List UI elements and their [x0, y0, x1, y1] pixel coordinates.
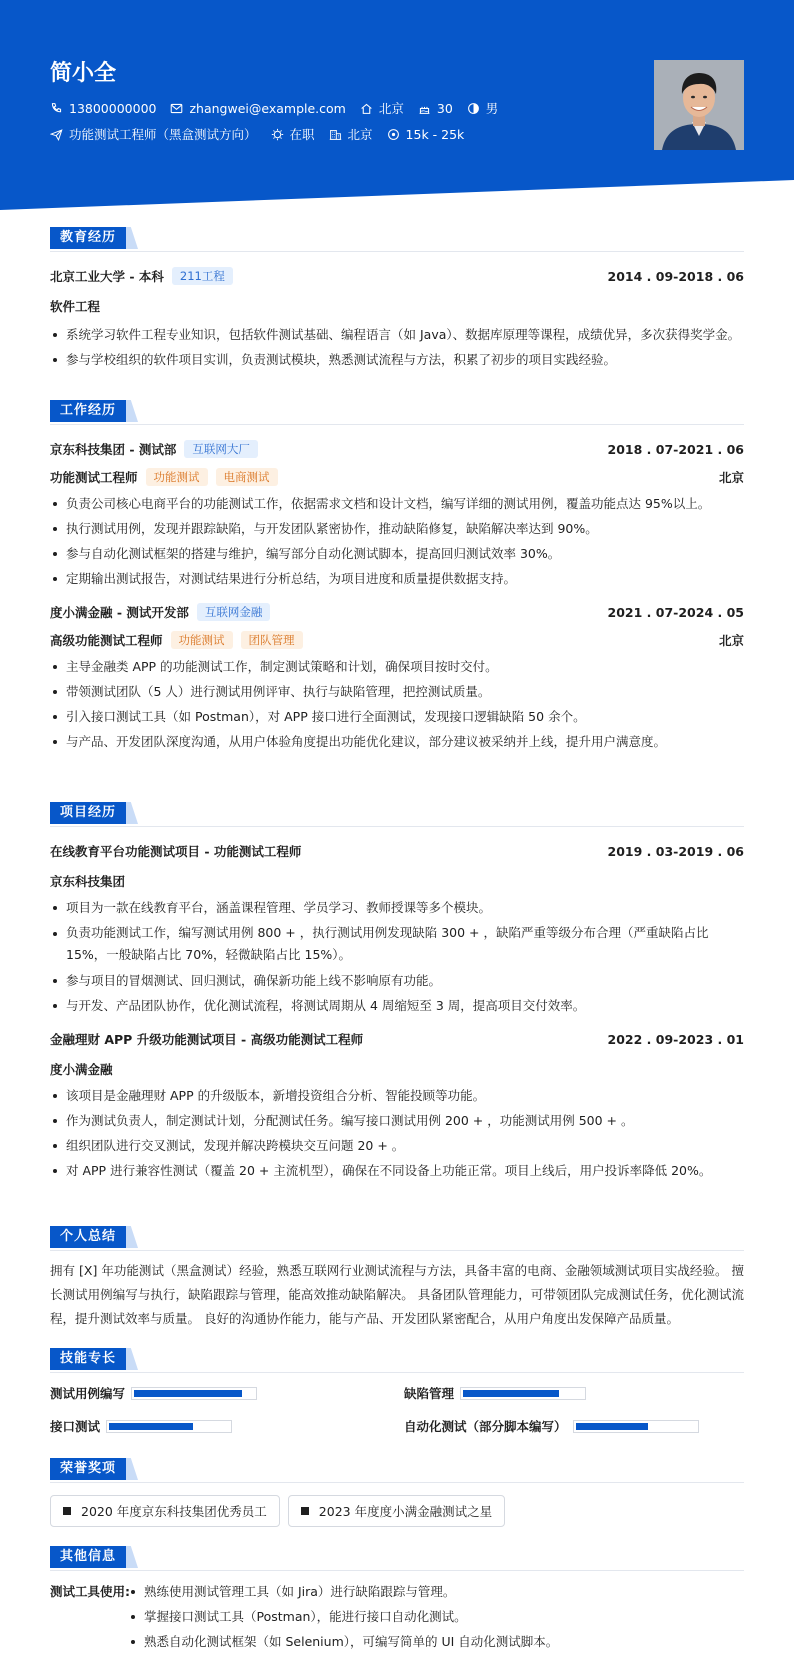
skill-bar [573, 1420, 699, 1433]
square-bullet-icon [63, 1507, 71, 1515]
company-name: 京东科技集团 - 测试部 [50, 442, 177, 457]
job-city: 北京 [718, 633, 744, 648]
project-date: 2022 . 09-2023 . 01 [607, 1031, 744, 1047]
gender: 男 [485, 101, 499, 116]
list-item: 参与自动化测试框架的搭建与维护，编写部分自动化测试脚本，提高回归测试效率 30%。 [50, 541, 744, 566]
job-date: 2018 . 07-2021 . 06 [607, 441, 744, 457]
cake-icon [418, 102, 431, 115]
list-item: 负责公司核心电商平台的功能测试工作，依据需求文档和设计文档，编写详细的测试用例，覆盖功能点达 95%以上。 [50, 491, 744, 516]
paper-plane-icon [50, 128, 63, 141]
list-item: 系统学习软件工程专业知识，包括软件测试基础、编程语言（如 Java）、数据库原理等课程，成绩优异，多次获得奖学金。 [50, 322, 744, 347]
job-intent-row [50, 125, 478, 143]
skill-item [404, 1384, 586, 1402]
role-row [50, 630, 744, 650]
job-role: 功能测试工程师 [50, 470, 138, 485]
project-bullets [50, 1083, 744, 1183]
role-tag: 功能测试 [146, 468, 208, 486]
list-item: 对 APP 进行兼容性测试（覆盖 20 + 主流机型），确保在不同设备上功能正常。项目上线后，用户投诉率降低 20%。 [50, 1158, 744, 1183]
summary-section [50, 1226, 744, 1331]
skill-bar [106, 1420, 232, 1433]
project-org-row [50, 871, 744, 891]
school-name: 北京工业大学 - 本科 [50, 269, 164, 284]
age-item [418, 101, 453, 116]
project-name: 金融理财 APP 升级功能测试项目 - 高级功能测试工程师 [50, 1032, 364, 1047]
section-title: 工作经历 [50, 400, 126, 422]
gender-item [467, 99, 499, 117]
education-date: 2014 . 09-2018 . 06 [607, 268, 744, 284]
list-item: 与开发、产品团队协作，优化测试流程，将测试周期从 4 周缩短至 3 周，提高项目交付效率。 [50, 993, 744, 1018]
project-date: 2019 . 03-2019 . 06 [607, 843, 744, 859]
skill-bar-fill [109, 1423, 193, 1430]
list-item: 执行测试用例，发现并跟踪缺陷，与开发团队紧密协作，推动缺陷修复，缺陷解决率达到 90%。 [50, 516, 744, 541]
home-icon [360, 102, 373, 115]
list-item: 掌握接口测试工具（Postman），能进行接口自动化测试。 [128, 1604, 744, 1629]
target-position: 功能测试工程师（黑盒测试方向） [69, 127, 257, 142]
skill-name: 缺陷管理 [404, 1386, 455, 1401]
section-title: 技能专长 [50, 1348, 126, 1370]
employment-status: 在职 [289, 127, 315, 142]
skill-item [50, 1417, 232, 1435]
status-icon [271, 128, 284, 141]
skill-bar [460, 1387, 586, 1400]
list-item: 项目为一款在线教育平台，涵盖课程管理、学员学习、教师授课等多个模块。 [50, 895, 744, 920]
award-item [288, 1495, 505, 1527]
project-org: 度小满金融 [50, 1062, 113, 1077]
job-city: 北京 [718, 470, 744, 485]
major: 软件工程 [50, 299, 101, 314]
salary-item [387, 127, 465, 142]
education-section [50, 227, 744, 372]
section-header [50, 1226, 744, 1251]
candidate-name: 简小全 [50, 61, 117, 86]
role-row [50, 467, 744, 487]
list-item: 熟悉自动化测试框架（如 Selenium），可编写简单的 UI 自动化测试脚本。 [128, 1629, 744, 1654]
job-bullets [50, 654, 744, 754]
skill-name: 接口测试 [50, 1419, 101, 1434]
school-tag: 211工程 [172, 267, 233, 285]
age: 30 [436, 100, 453, 116]
job-bullets [50, 491, 744, 591]
square-bullet-icon [301, 1507, 309, 1515]
job-date: 2021 . 07-2024 . 05 [607, 604, 744, 620]
awards-list [50, 1495, 744, 1527]
expected-salary: 15k - 25k [405, 126, 465, 142]
project-name: 在线教育平台功能测试项目 - 功能测试工程师 [50, 844, 302, 859]
company-tag: 互联网金融 [197, 603, 271, 621]
skill-name: 自动化测试（部分脚本编写） [404, 1419, 567, 1434]
coin-icon [387, 128, 400, 141]
education-header-row [50, 266, 744, 286]
award-label: 2023 年度度小满金融测试之星 [318, 1504, 493, 1519]
contact-row [50, 99, 512, 117]
skill-item [404, 1417, 699, 1435]
section-header [50, 1546, 744, 1571]
list-item: 该项目是金融理财 APP 的升级版本，新增投资组合分析、智能投顾等功能。 [50, 1083, 744, 1108]
role-tag: 电商测试 [216, 468, 278, 486]
phone-number: 13800000000 [69, 100, 157, 116]
skill-bar-fill [576, 1423, 648, 1430]
gender-icon [467, 102, 480, 115]
award-item [50, 1495, 280, 1527]
company-name: 度小满金融 - 测试开发部 [50, 605, 189, 620]
skill-bar [131, 1387, 257, 1400]
city-item [360, 99, 404, 117]
status-item [271, 125, 315, 143]
project-header-row [50, 841, 744, 861]
skill-bar-fill [463, 1390, 559, 1397]
skills-section [50, 1348, 744, 1449]
work-section [50, 400, 744, 754]
list-item: 参与项目的冒烟测试、回归测试，确保新功能上线不影响原有功能。 [50, 968, 744, 993]
section-title: 教育经历 [50, 227, 126, 249]
building-icon [329, 128, 342, 141]
project-header-row [50, 1029, 744, 1049]
skills-grid [50, 1379, 744, 1449]
email-item [170, 101, 345, 116]
phone-icon [50, 102, 63, 115]
list-item: 与产品、开发团队深度沟通，从用户体验角度提出功能优化建议，部分建议被采纳并上线，提升用户满意度。 [50, 729, 744, 754]
list-item: 带领测试团队（5 人）进行测试用例评审、执行与缺陷管理，把控测试质量。 [50, 679, 744, 704]
company-tag: 互联网大厂 [184, 440, 258, 458]
city: 北京 [378, 101, 404, 116]
section-header [50, 227, 744, 252]
list-item: 作为测试负责人，制定测试计划，分配测试任务。编写接口测试用例 200 + ，功能测试用例 500 + 。 [50, 1108, 744, 1133]
projects-section [50, 802, 744, 1183]
work-city-item [329, 125, 373, 143]
mail-icon [170, 102, 183, 115]
position-item [50, 125, 257, 143]
job-role: 高级功能测试工程师 [50, 633, 163, 648]
section-header [50, 802, 744, 827]
major-row [50, 296, 744, 316]
section-title: 个人总结 [50, 1226, 126, 1248]
role-tag: 团队管理 [241, 631, 303, 649]
list-item: 主导金融类 APP 的功能测试工作，制定测试策略和计划，确保项目按时交付。 [50, 654, 744, 679]
profile-photo [654, 60, 744, 150]
list-item: 定期输出测试报告，对测试结果进行分析总结，为项目进度和质量提供数据支持。 [50, 566, 744, 591]
email-address: zhangwei@example.com [189, 100, 346, 116]
section-header [50, 1458, 744, 1483]
job-header-row [50, 439, 744, 459]
job-header-row [50, 602, 744, 622]
section-title: 其他信息 [50, 1546, 126, 1568]
award-label: 2020 年度京东科技集团优秀员工 [81, 1504, 267, 1519]
tools-label: 测试工具使用: [50, 1584, 130, 1599]
other-info [50, 1579, 744, 1654]
phone-item [50, 101, 156, 116]
list-item: 负责功能测试工作，编写测试用例 800 + ，执行测试用例发现缺陷 300 + ，缺陷严重等级分布合理（严重缺陷占比 15%，一般缺陷占比 70%，轻微缺陷占比 15%）。 [50, 920, 744, 968]
other-section [50, 1546, 744, 1654]
skill-name: 测试用例编写 [50, 1386, 126, 1401]
section-title: 荣誉奖项 [50, 1458, 126, 1480]
list-item: 引入接口测试工具（如 Postman），对 APP 接口进行全面测试，发现接口逻辑缺陷 50 余个。 [50, 704, 744, 729]
skill-item [50, 1384, 257, 1402]
section-header [50, 400, 744, 425]
education-bullets [50, 322, 744, 372]
tools-bullets [128, 1579, 744, 1654]
project-org: 京东科技集团 [50, 874, 126, 889]
summary-text: 拥有 [X] 年功能测试（黑盒测试）经验，熟悉互联网行业测试流程与方法，具备丰富的电商、金融领域测试项目实战经验。 擅长测试用例编写与执行，缺陷跟踪与管理，能高效推动缺陷解决。 具备团队管理能力，可带领团队完成测试任务，优化测试流程，提升测试效率与质量。 良好的沟通协作能力，能与产品、开发团队紧密配合，从用户角度出发保障产品质量。 [50, 1263, 744, 1326]
list-item: 熟练使用测试管理工具（如 Jira）进行缺陷跟踪与管理。 [128, 1579, 744, 1604]
work-city: 北京 [347, 127, 373, 142]
awards-section [50, 1458, 744, 1527]
project-org-row [50, 1059, 744, 1079]
list-item: 组织团队进行交叉测试，发现并解决跨模块交互问题 20 + 。 [50, 1133, 744, 1158]
skill-bar-fill [134, 1390, 242, 1397]
role-tag: 功能测试 [171, 631, 233, 649]
section-header [50, 1348, 744, 1373]
section-title: 项目经历 [50, 802, 126, 824]
project-bullets [50, 895, 744, 1018]
list-item: 参与学校组织的软件项目实训，负责测试模块，熟悉测试流程与方法，积累了初步的项目实践经验。 [50, 347, 744, 372]
